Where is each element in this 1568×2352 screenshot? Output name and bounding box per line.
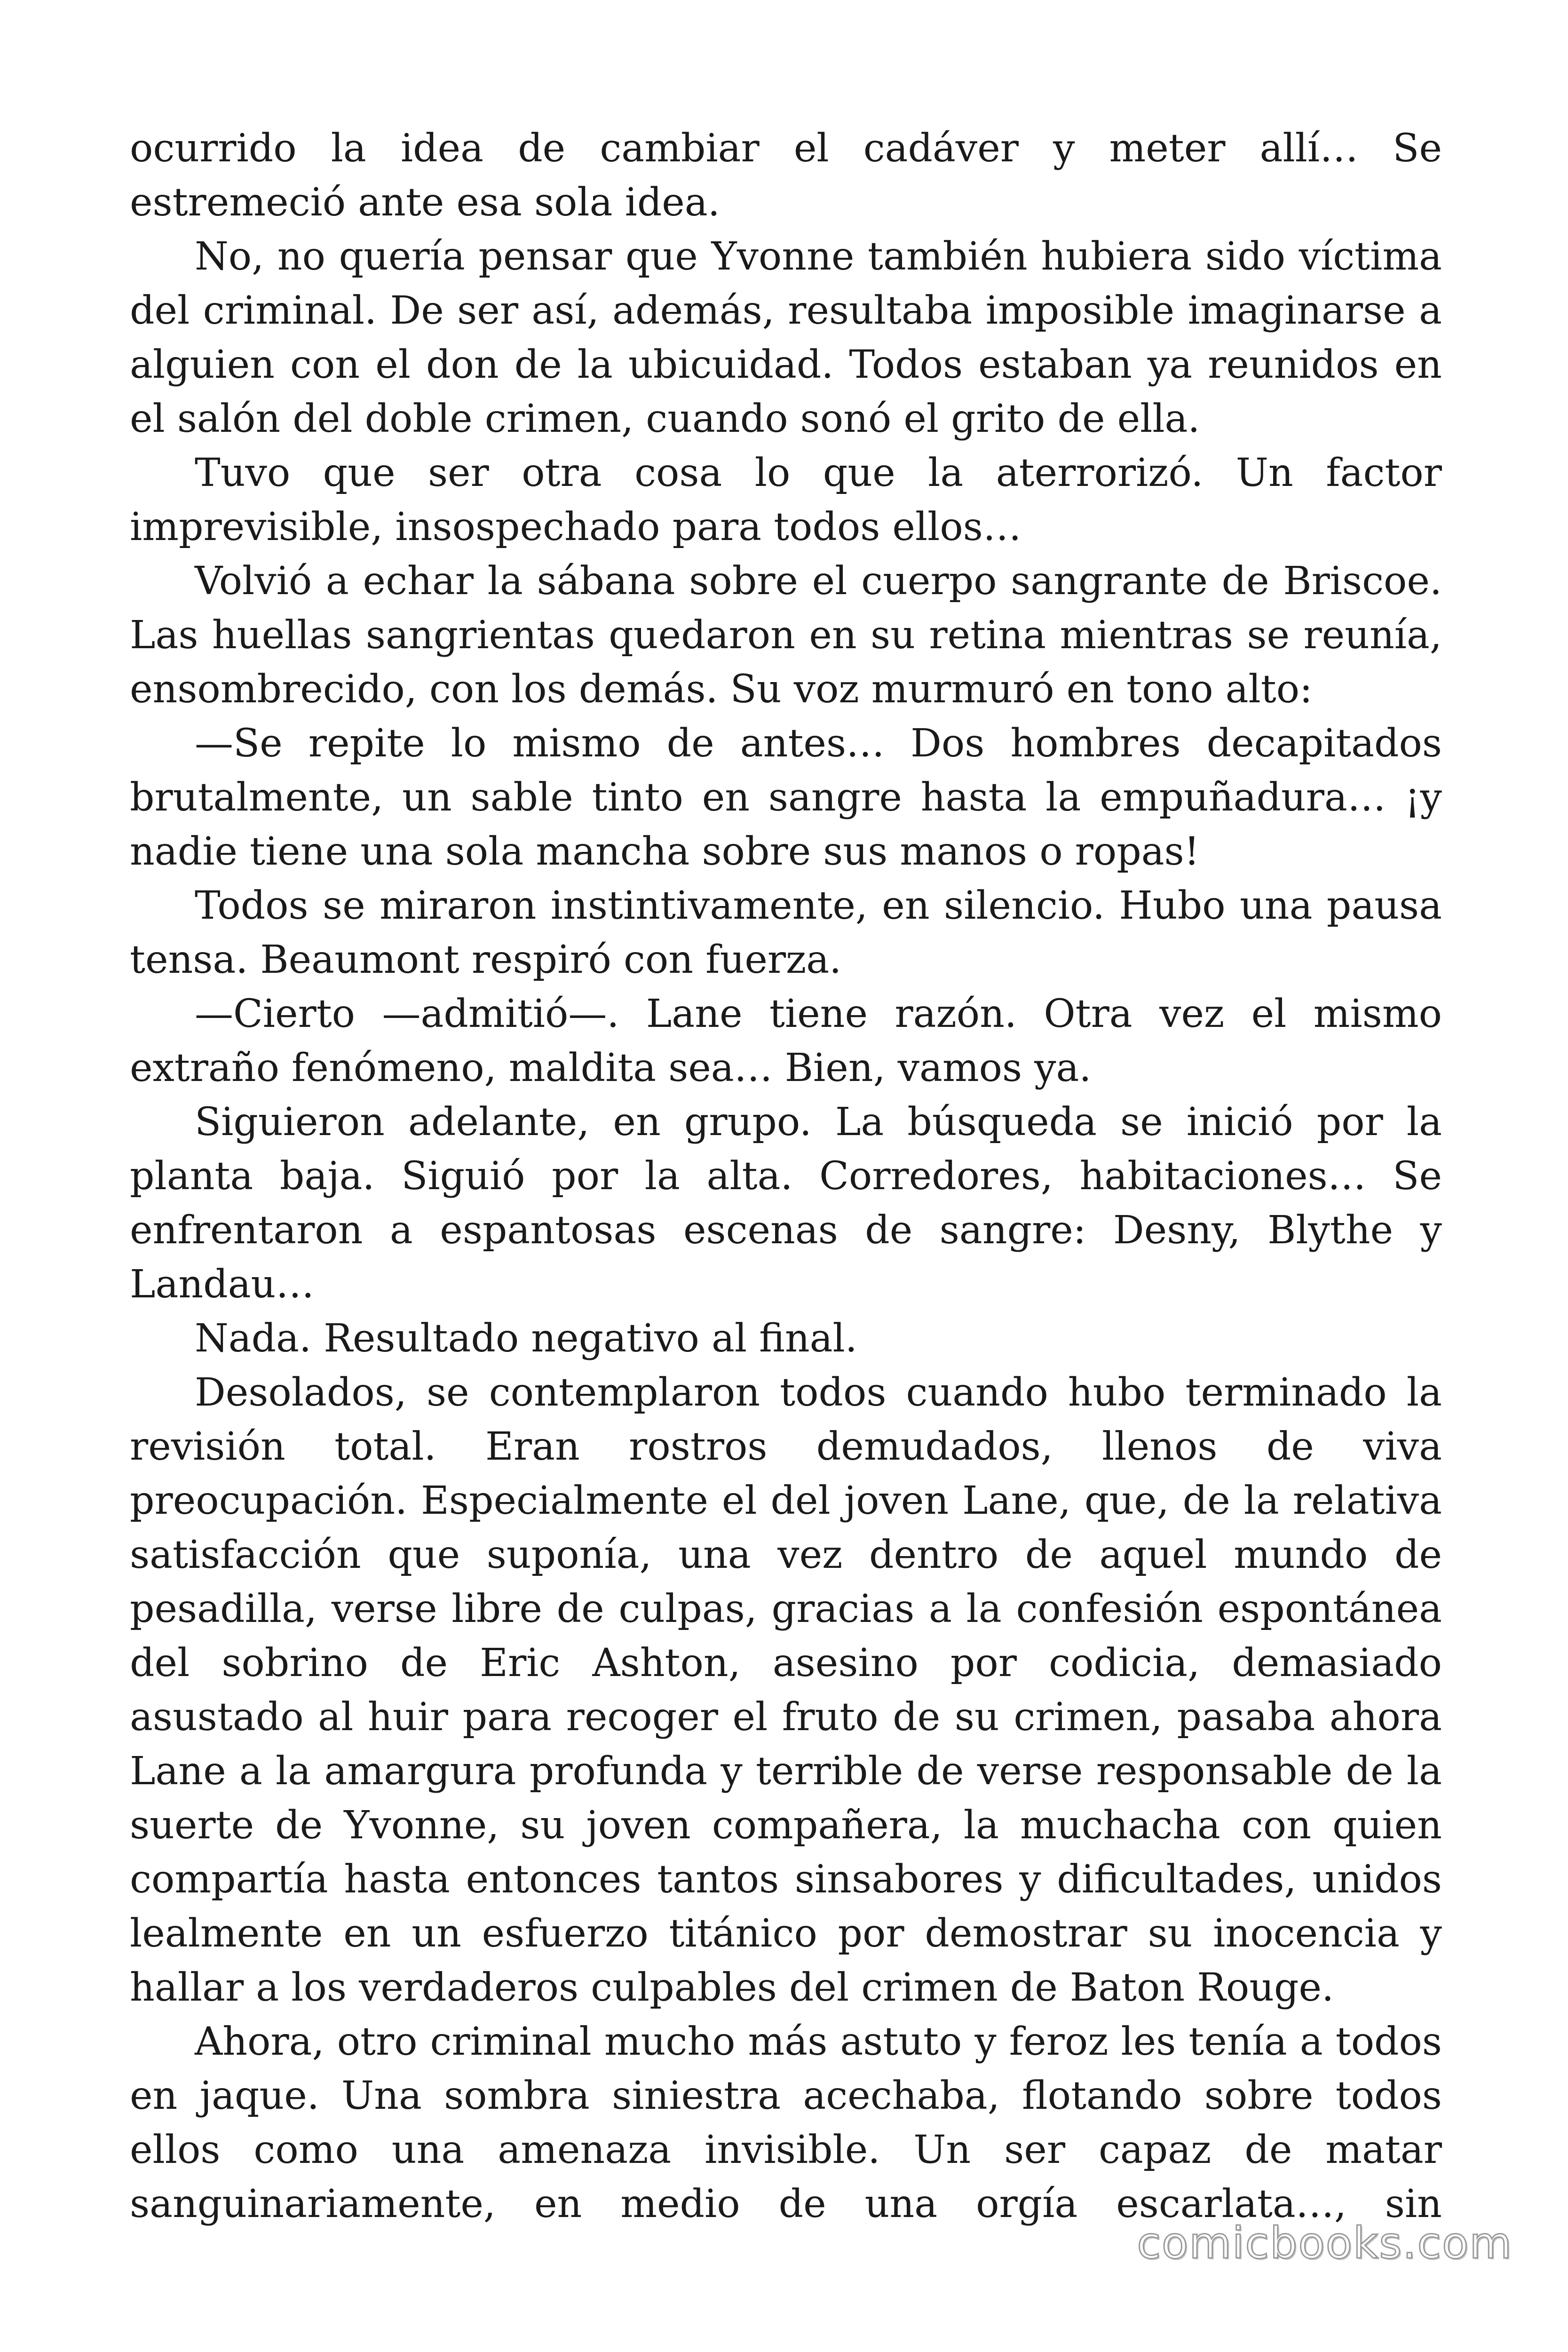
watermark-logo: comicbooks.com bbox=[1137, 2218, 1513, 2268]
dialogue-paragraph: —Cierto —admitió—. Lane tiene razón. Otra vez el mismo extraño fenómeno, maldita sea… Bien, vamos ya. bbox=[130, 992, 1442, 1090]
paragraph: Todos se miraron instintivamente, en silencio. Hubo una pausa tensa. Beaumont respiró con fuerza. bbox=[130, 883, 1442, 982]
paragraph: Desolados, se contemplaron todos cuando hubo terminado la revisión total. Eran rostros demudados, llenos de viva preocupación. Especialmente el del joven Lane, que, de la relativa satisfacción que suponía, una vez dentro de aquel mundo de pesadilla, verse libre de culpas, gracias a la confesión espontánea del sobrino de Eric Ashton, asesino por codicia, demasiado asustado al huir para recoger el fruto de su crimen, pasaba ahora Lane a la amargura profunda y terrible de verse responsable de la suerte de Yvonne, su joven compañera, la muchacha con quien compartía hasta entonces tantos sinsabores y dificultades, unidos lealmente en un esfuerzo titánico por demostrar su inocencia y hallar a los verdaderos culpables del crimen de Baton Rouge. bbox=[130, 1370, 1442, 2010]
paragraph: Siguieron adelante, en grupo. La búsqueda se inició por la planta baja. Siguió por la alta. Corredores, habitaciones… Se enfrentaron a espantosas escenas de sangre: Desny, Blythe y Landau… bbox=[130, 1100, 1442, 1307]
body-text bbox=[130, 121, 1442, 2231]
dialogue-paragraph: —Se repite lo mismo de antes… Dos hombres decapitados brutalmente, un sable tinto en sangre hasta la empuñadura… ¡y nadie tiene una sola mancha sobre sus manos o ropas! bbox=[130, 721, 1442, 874]
paragraph: Volvió a echar la sábana sobre el cuerpo sangrante de Briscoe. Las huellas sangrientas quedaron en su retina mientras se reunía, ensombrecido, con los demás. Su voz murmuró en tono alto: bbox=[130, 559, 1442, 712]
paragraph-last: Ahora, otro criminal mucho más astuto y feroz les tenía a todos en jaque. Una sombra siniestra acechaba, flotando sobre todos ellos como una amenaza invisible. Un ser capaz de matar sanguinariamente, en medio de una orgía escarlata…, sin bbox=[130, 2019, 1442, 2226]
paragraph: No, no quería pensar que Yvonne también hubiera sido víctima del criminal. De ser así, además, resultaba imposible imaginarse a alguien con el don de la ubicuidad. Todos estaban ya reunidos en el salón del doble crimen, cuando sonó el grito de ella. bbox=[130, 234, 1442, 441]
paragraph-continuation: ocurrido la idea de cambiar el cadáver y meter allí… Se estremeció ante esa sola idea. bbox=[130, 126, 1442, 225]
paragraph: Tuvo que ser otra cosa lo que la aterrorizó. Un factor imprevisible, insospechado para todos ellos… bbox=[130, 451, 1442, 549]
paragraph: Nada. Resultado negativo al final. bbox=[195, 1316, 857, 1361]
